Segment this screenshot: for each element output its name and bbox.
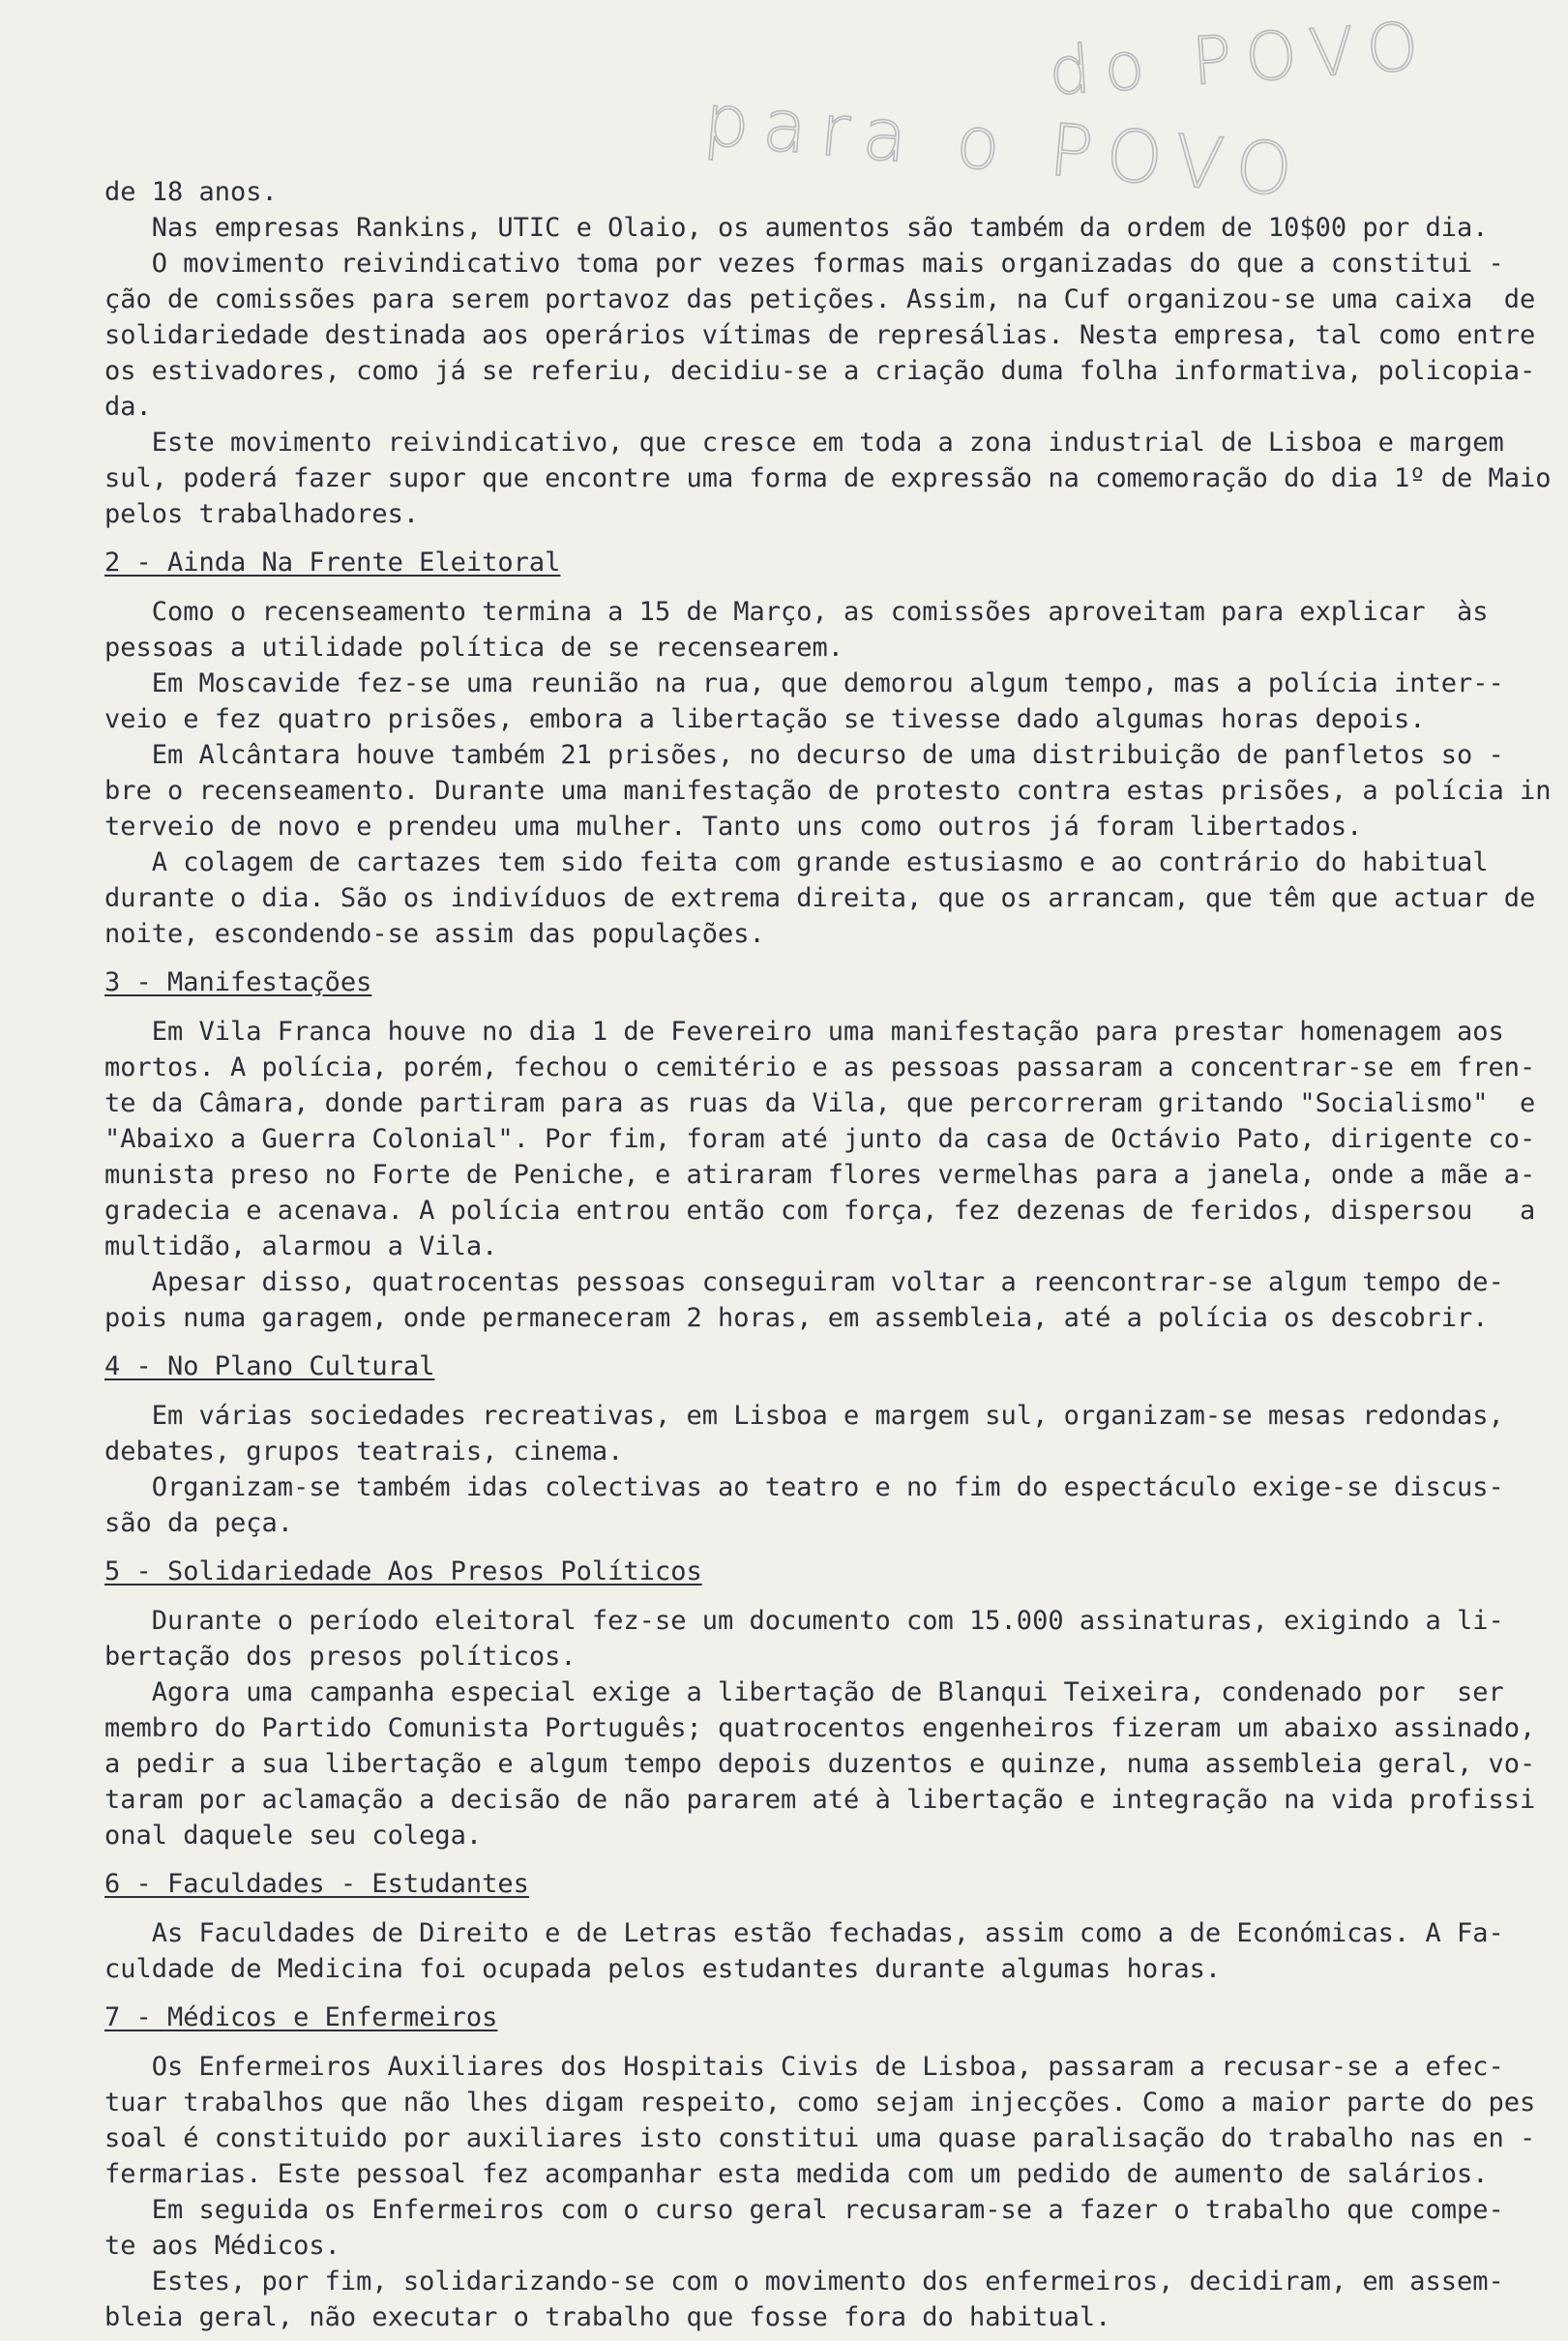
text-line: soal é constituido por auxiliares isto constitui uma quase paralisação do trabalho nas en -: [104, 2123, 1536, 2153]
text-line: mortos. A polícia, porém, fechou o cemitério e as pessoas passaram a concentrar-se em fren-: [104, 1052, 1536, 1082]
text-line: A colagem de cartazes tem sido feita com grande estusiasmo e ao contrário do habitual: [104, 847, 1489, 877]
text-line: pois numa garagem, onde permaneceram 2 horas, em assembleia, até a polícia os descobrir.: [104, 1303, 1489, 1333]
text-line: sul, poderá fazer supor que encontre uma forma de expressão na comemoração do dia 1º de Maio: [104, 463, 1552, 493]
section: [104, 952, 1536, 1336]
text-line: pessoas a utilidade política de se recensearem.: [104, 633, 844, 663]
section-heading: 3 - Manifestações: [104, 967, 372, 997]
section: [104, 1987, 1536, 2335]
sections: [104, 532, 1552, 2335]
section-heading: 2 - Ainda Na Frente Eleitoral: [104, 548, 561, 578]
text-line: taram por aclamação a decisão de não pararem até à libertação e integração na vida profissi: [104, 1785, 1536, 1815]
section-heading: 6 - Faculdades - Estudantes: [104, 1869, 529, 1899]
text-line: Em Moscavide fez-se uma reunião na rua, que demorou algum tempo, mas a polícia inter--: [104, 668, 1504, 698]
text-line: onal daquele seu colega.: [104, 1821, 483, 1851]
spacer: [104, 1384, 1526, 1398]
text-line: bre o recenseamento. Durante uma manifestação de protesto contra estas prisões, a polícia in: [104, 776, 1552, 806]
text-line: da.: [104, 392, 152, 422]
text-line: gradecia e acenava. A polícia entrou então com força, fez dezenas de feridos, dispersou a: [104, 1196, 1536, 1226]
section: [104, 1541, 1536, 1853]
section-heading: 5 - Solidariedade Aos Presos Políticos: [104, 1556, 702, 1586]
text-line: fermarias. Este pessoal fez acompanhar esta medida com um pedido de aumento de salários.: [104, 2159, 1489, 2189]
text-line: a pedir a sua libertação e algum tempo depois duzentos e quinze, numa assembleia geral, vo-: [104, 1749, 1536, 1779]
text-line: Em Vila Franca houve no dia 1 de Fevereiro uma manifestação para prestar homenagem aos: [104, 1017, 1504, 1047]
text-line: O movimento reivindicativo toma por vezes formas mais organizadas do que a constitui -: [104, 249, 1504, 279]
text-line: ção de comissões para serem portavoz das petições. Assim, na Cuf organizou-se uma caixa de: [104, 284, 1536, 314]
text-line: de 18 anos.: [104, 177, 278, 207]
text-line: "Abaixo a Guerra Colonial". Por fim, foram até junto da casa de Octávio Pato, dirigente co-: [104, 1124, 1536, 1154]
section: [104, 532, 1552, 952]
section-heading-block: [104, 1336, 1526, 1384]
section: [104, 1336, 1526, 1541]
spacer: [104, 1000, 1526, 1014]
text-line: Nas empresas Rankins, UTIC e Olaio, os aumentos são também da ordem de 10$00 por dia.: [104, 213, 1489, 243]
text-line: tuar trabalhos que não lhes digam respeito, como sejam injecções. Como a maior parte do pes: [104, 2088, 1536, 2118]
document-body: [104, 174, 1552, 2335]
section-heading-block: [104, 1541, 1526, 1589]
text-line: Em Alcântara houve também 21 prisões, no decurso de uma distribuição de panfletos so -: [104, 740, 1504, 770]
section-heading: 7 - Médicos e Enfermeiros: [104, 2002, 498, 2032]
text-line: noite, escondendo-se assim das populações.: [104, 919, 765, 949]
spacer: [104, 2035, 1526, 2049]
section-heading-block: [104, 1853, 1526, 1902]
text-line: são da peça.: [104, 1508, 294, 1538]
spacer: [104, 1589, 1526, 1603]
text-line: multidão, alarmou a Vila.: [104, 1231, 498, 1261]
text-line: veio e fez quatro prisões, embora a libertação se tivesse dado algumas horas depois.: [104, 704, 1426, 734]
text-line: Organizam-se também idas colectivas ao teatro e no fim do espectáculo exige-se discus-: [104, 1472, 1504, 1502]
text-line: terveio de novo e prendeu uma mulher. Tanto uns como outros já foram libertados.: [104, 812, 1363, 842]
text-line: Como o recenseamento termina a 15 de Março, as comissões aproveitam para explicar às: [104, 597, 1489, 627]
section-heading: 4 - No Plano Cultural: [104, 1351, 435, 1381]
text-line: membro do Partido Comunista Português; quatrocentos engenheiros fizeram um abaixo assinado,: [104, 1713, 1536, 1743]
text-line: munista preso no Forte de Peniche, e atiraram flores vermelhas para a janela, onde a mãe a-: [104, 1160, 1536, 1190]
section-heading-block: [104, 532, 1526, 580]
intro-paragraphs: [104, 174, 1552, 532]
text-line: Em várias sociedades recreativas, em Lisboa e margem sul, organizam-se mesas redondas,: [104, 1401, 1504, 1431]
spacer: [104, 1902, 1526, 1915]
text-line: Este movimento reivindicativo, que cresce em toda a zona industrial de Lisboa e margem: [104, 428, 1504, 458]
spacer: [104, 580, 1526, 594]
text-line: bleia geral, não executar o trabalho que fosse fora do habitual.: [104, 2302, 1111, 2332]
text-line: durante o dia. São os indivíduos de extrema direita, que os arrancam, que têm que actuar de: [104, 883, 1536, 913]
text-line: te da Câmara, donde partiram para as ruas da Vila, que percorreram gritando "Socialismo" e: [104, 1088, 1536, 1118]
section: [104, 1853, 1526, 1987]
text-line: os estivadores, como já se referiu, decidiu-se a criação duma folha informativa, policopia-: [104, 356, 1536, 386]
text-line: te aos Médicos.: [104, 2231, 340, 2261]
header-stamp-line2: para o POVO: [700, 77, 1310, 215]
section-heading-block: [104, 1987, 1526, 2035]
text-line: debates, grupos teatrais, cinema.: [104, 1437, 624, 1467]
text-line: Em seguida os Enfermeiros com o curso geral recusaram-se a fazer o trabalho que compe-: [104, 2195, 1504, 2225]
text-line: culdade de Medicina foi ocupada pelos estudantes durante algumas horas.: [104, 1954, 1222, 1984]
text-line: Agora uma campanha especial exige a libertação de Blanqui Teixeira, condenado por ser: [104, 1677, 1504, 1707]
text-line: Durante o período eleitoral fez-se um documento com 15.000 assinaturas, exigindo a li-: [104, 1606, 1504, 1636]
header-stamp-line1: do POVO: [1047, 8, 1435, 111]
text-line: Os Enfermeiros Auxiliares dos Hospitais Civis de Lisboa, passaram a recusar-se a efec-: [104, 2052, 1504, 2082]
text-line: Apesar disso, quatrocentas pessoas conseguiram voltar a reencontrar-se algum tempo de-: [104, 1267, 1504, 1297]
text-line: bertação dos presos políticos.: [104, 1642, 577, 1672]
text-line: As Faculdades de Direito e de Letras estão fechadas, assim como a de Económicas. A Fa-: [104, 1918, 1504, 1948]
text-line: solidariedade destinada aos operários vítimas de represálias. Nesta empresa, tal como entre: [104, 320, 1536, 350]
text-line: pelos trabalhadores.: [104, 499, 420, 529]
text-line: Estes, por fim, solidarizando-se com o movimento dos enfermeiros, decidiram, em assem-: [104, 2267, 1504, 2297]
section-heading-block: [104, 952, 1526, 1000]
